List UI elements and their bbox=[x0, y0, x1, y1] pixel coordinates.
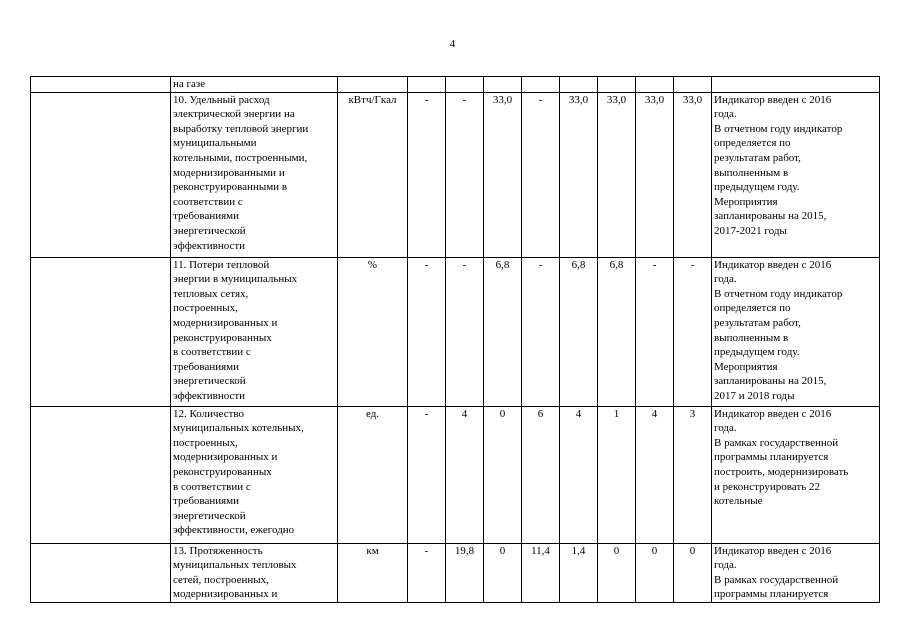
indicator-value: 33,0 bbox=[484, 92, 522, 257]
indicator-value bbox=[446, 77, 484, 93]
indicator-value: 0 bbox=[484, 406, 522, 543]
indicator-value: 1,4 bbox=[560, 543, 598, 602]
indicator-value bbox=[560, 77, 598, 93]
indicator-value: 4 bbox=[446, 406, 484, 543]
indicator-name: на газе bbox=[171, 77, 338, 93]
indicator-name: 13. Протяженность муниципальных тепловых сетей, построенных, модернизированных и bbox=[171, 543, 338, 602]
indicator-value: 33,0 bbox=[674, 92, 712, 257]
indicator-value: - bbox=[446, 92, 484, 257]
indicator-value: 6 bbox=[522, 406, 560, 543]
indicator-note: Индикатор введен с 2016 года. В отчетном году индикатор определяется по результатам работ, выполненным в предыдущем году. Мероприятия запланированы на 2015, 2017 и 2018 годы bbox=[712, 257, 880, 406]
indicator-unit: км bbox=[338, 543, 408, 602]
indicator-value: 33,0 bbox=[636, 92, 674, 257]
indicator-value: 4 bbox=[636, 406, 674, 543]
indicator-value: 1 bbox=[598, 406, 636, 543]
indicator-note bbox=[712, 77, 880, 93]
indicator-unit: ед. bbox=[338, 406, 408, 543]
indicator-value: - bbox=[446, 257, 484, 406]
indicator-name: 12. Количество муниципальных котельных, построенных, модернизированных и реконструированных в соответствии с требованиями энергетической эффективности, ежегодно bbox=[171, 406, 338, 543]
indicator-value: - bbox=[636, 257, 674, 406]
table-row bbox=[31, 92, 880, 257]
indicator-value: 0 bbox=[598, 543, 636, 602]
indicator-value: 0 bbox=[674, 543, 712, 602]
table-row bbox=[31, 257, 880, 406]
indicator-value: 11,4 bbox=[522, 543, 560, 602]
indicator-value: - bbox=[408, 543, 446, 602]
indicator-value bbox=[598, 77, 636, 93]
indicator-value bbox=[408, 77, 446, 93]
indicator-value: 6,8 bbox=[598, 257, 636, 406]
indicator-value: - bbox=[522, 92, 560, 257]
page-number: 4 bbox=[449, 38, 456, 50]
indicator-value: 0 bbox=[636, 543, 674, 602]
program-cell bbox=[31, 92, 171, 257]
indicator-note: Индикатор введен с 2016 года. В отчетном году индикатор определяется по результатам работ, выполненным в предыдущем году. Мероприятия запланированы на 2015, 2017-2021 годы bbox=[712, 92, 880, 257]
indicator-unit: кВтч/Гкал bbox=[338, 92, 408, 257]
table-row bbox=[31, 77, 880, 93]
program-cell bbox=[31, 257, 171, 406]
indicator-value: 19,8 bbox=[446, 543, 484, 602]
program-cell bbox=[31, 543, 171, 602]
indicator-value: - bbox=[408, 92, 446, 257]
indicator-value bbox=[674, 77, 712, 93]
indicator-value: - bbox=[408, 406, 446, 543]
table-row bbox=[31, 543, 880, 602]
indicator-value: - bbox=[408, 257, 446, 406]
indicator-name: 10. Удельный расход электрической энергии на выработку тепловой энергии муниципальными котельными, построенными, модернизированными и реконструированными в соответствии с требованиями энергетической эффективности bbox=[171, 92, 338, 257]
indicator-value bbox=[484, 77, 522, 93]
table-row bbox=[31, 406, 880, 543]
indicator-value: 0 bbox=[484, 543, 522, 602]
indicator-value: - bbox=[522, 257, 560, 406]
indicator-unit: % bbox=[338, 257, 408, 406]
indicator-value bbox=[636, 77, 674, 93]
indicator-value: 3 bbox=[674, 406, 712, 543]
indicator-value: 4 bbox=[560, 406, 598, 543]
program-cell bbox=[31, 406, 171, 543]
indicator-note: Индикатор введен с 2016 года. В рамках государственной программы планируется bbox=[712, 543, 880, 602]
indicator-name: 11. Потери тепловой энергии в муниципальных тепловых сетях, построенных, модернизированных и реконструированных в соответствии с требованиями энергетической эффективности bbox=[171, 257, 338, 406]
indicators-table bbox=[30, 76, 880, 603]
indicator-value: 6,8 bbox=[484, 257, 522, 406]
indicator-value bbox=[522, 77, 560, 93]
program-cell bbox=[31, 77, 171, 93]
indicator-value: - bbox=[674, 257, 712, 406]
indicator-value: 33,0 bbox=[560, 92, 598, 257]
indicator-value: 33,0 bbox=[598, 92, 636, 257]
indicator-unit bbox=[338, 77, 408, 93]
indicator-value: 6,8 bbox=[560, 257, 598, 406]
indicator-note: Индикатор введен с 2016 года. В рамках государственной программы планируется построить, модернизировать и реконструировать 22 котельные bbox=[712, 406, 880, 543]
